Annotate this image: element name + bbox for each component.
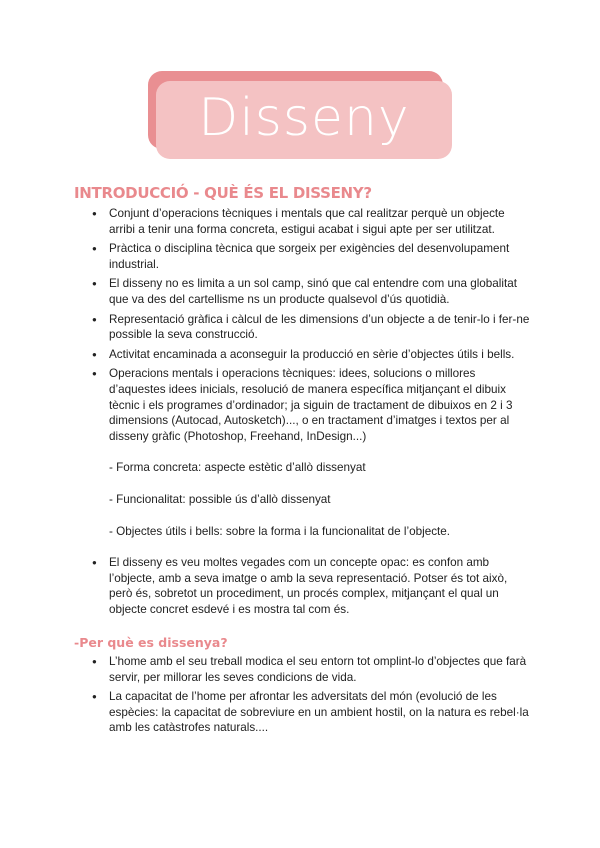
intro-bullet-list — [92, 206, 532, 621]
list-item: ● Pràctica o disciplina tècnica que sorgeix per exigències del desenvolupament industrial. — [92, 241, 532, 272]
list-item — [92, 366, 532, 539]
page-title: Disseny — [198, 88, 410, 148]
list-item: ● Conjunt d’operacions tècniques i mentals que cal realitzar perquè un objecte arribi a tenir una forma concreta, estigui acabat i sigui apte per ser utilitzat. — [92, 206, 532, 237]
list-item-text: Operacions mentals i operacions tècniques: idees, solucions o millores d’aquestes idees inicials, resolució de manera específica mitjançant el dibuix tècnic i els programes d’ordinador; ja siguin de tractament de dibuixos en 2 i 3 dimensions (Autocad, Autosketch)..., o en tractament d’imatges i textos per al disseny gràfic (Photoshop, Freehand, InDesign...) — [109, 367, 513, 443]
section-heading-per-que: -Per què es dissenya? — [74, 635, 228, 650]
list-item: ● L’home amb el seu treball modica el seu entorn tot omplint-lo d’objectes que farà servir, per millorar les seves condicions de vida. — [92, 654, 532, 685]
section-heading-introduccio: INTRODUCCIÓ - QUÈ ÉS EL DISSENY? — [74, 184, 372, 202]
sub-item-funcionalitat: - Funcionalitat: possible ús d’allò dissenyat — [109, 492, 331, 506]
list-item: ● El disseny es veu moltes vegades com un concepte opac: es confon amb l’objecte, amb a seva imatge o amb la seva representació. Potser és tot això, però és, sobretot un procediment, un procés complex, mitjançant el qual un objecte concret esdevé i es mostra tal com és. — [92, 555, 532, 617]
list-item: ● El disseny no es limita a un sol camp, sinó que cal entendre com una globalitat que va des del cartellisme ns un producte qualsevol d’ús quotidià. — [92, 276, 532, 307]
title-banner — [156, 81, 452, 159]
list-item: ● Activitat encaminada a aconseguir la producció en sèrie d’objectes útils i bells. — [92, 347, 532, 363]
why-bullet-list — [92, 654, 532, 740]
list-item: ● Representació gràfica i càlcul de les dimensions d’un objecte a de tenir-lo i fer-ne possible la seva construcció. — [92, 312, 532, 343]
sub-item-objectes: - Objectes útils i bells: sobre la forma i la funcionalitat de l’objecte. — [109, 524, 451, 538]
list-item: ● La capacitat de l’home per afrontar les adversitats del món (evolució de les espècies: la capacitat de sobreviure en un ambient hostil, on la natura es rebel·la amb les catàstrofes naturals.... — [92, 689, 532, 736]
sub-item-forma: - Forma concreta: aspecte estètic d’allò dissenyat — [109, 461, 366, 475]
